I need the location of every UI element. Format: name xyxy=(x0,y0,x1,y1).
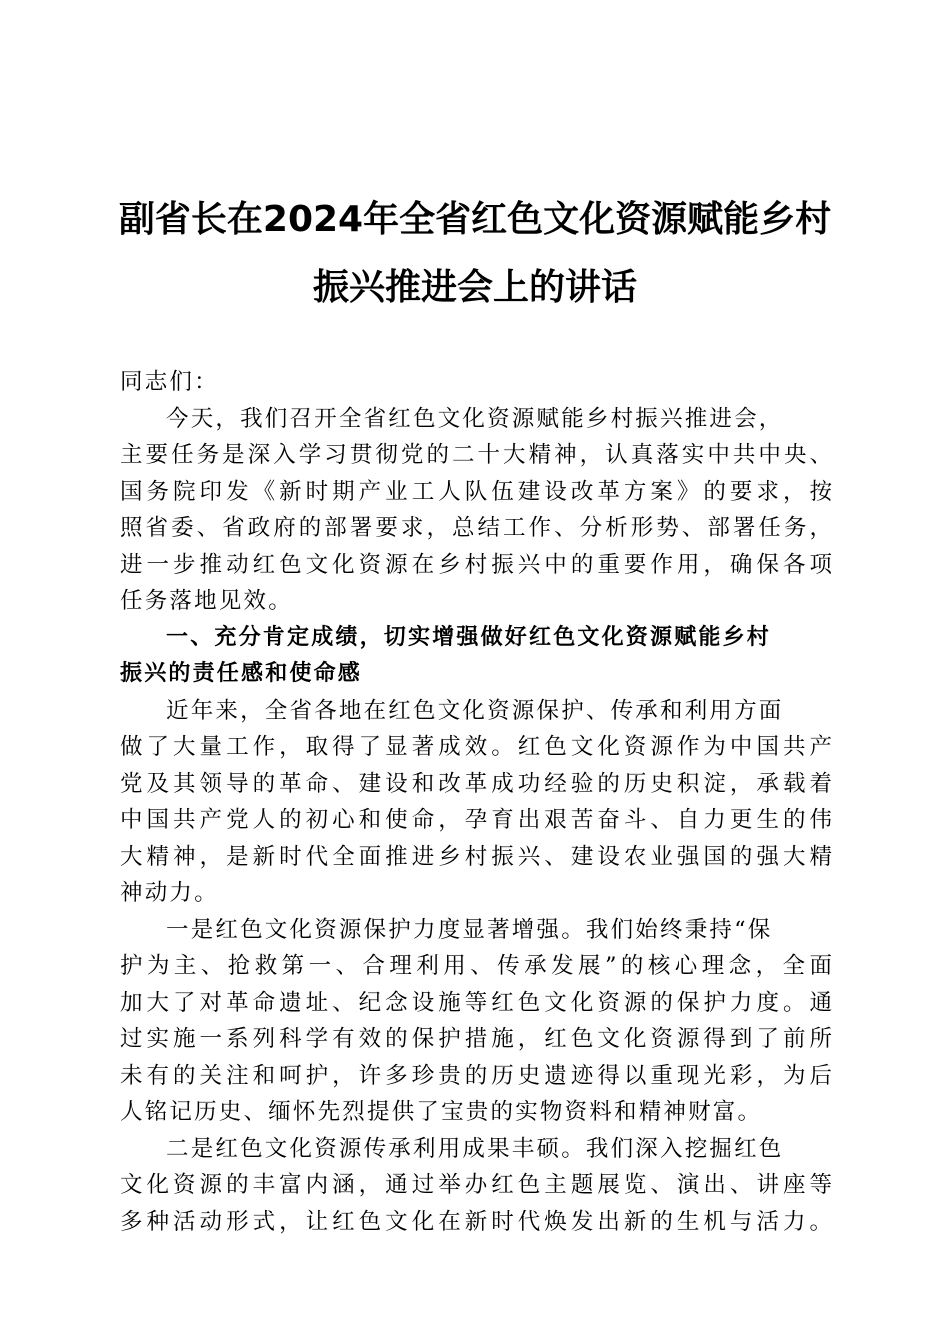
paragraph-2-line: 神动力。 xyxy=(120,880,219,906)
paragraph-3-lead: 一是红色文化资源保护力度显著增强。 xyxy=(166,916,586,943)
document-title-line-1: 副省长在2024年全省红色文化资源赋能乡村 xyxy=(118,199,832,240)
paragraph-3-line: 人铭记历史、缅怀先烈提供了宝贵的实物资料和精神财富。 xyxy=(120,1099,763,1125)
paragraph-3-line: 加大了对革命遗址、纪念设施等红色文化资源的保护力度。通 xyxy=(120,989,832,1016)
paragraph-3-line-rest: 我们始终秉持“保 xyxy=(585,916,773,943)
paragraph-3-line: 未有的关注和呵护，许多珍贵的历史遗迹得以重现光彩，为后 xyxy=(120,1062,832,1089)
paragraph-3-line: 护为主、抢救第一、合理利用、传承发展”的核心理念，全面 xyxy=(120,953,832,979)
paragraph-1-line: 进一步推动红色文化资源在乡村振兴中的重要作用，确保各项 xyxy=(120,551,832,578)
paragraph-2-line: 党及其领导的革命、建设和改革成功经验的历史积淀，承载着 xyxy=(120,770,832,797)
section-heading-line: 一、充分肯定成绩，切实增强做好红色文化资源赋能乡村 xyxy=(166,624,772,650)
document-title-line-2: 振兴推进会上的讲话 xyxy=(312,267,637,308)
salutation: 同志们： xyxy=(120,369,219,395)
paragraph-1-line: 今天，我们召开全省红色文化资源赋能乡村振兴推进会， xyxy=(166,405,784,432)
paragraph-1-line: 主要任务是深入学习贯彻党的二十大精神，认真落实中共中央、 xyxy=(120,442,832,468)
paragraph-3-line: 过实施一系列科学有效的保护措施，红色文化资源得到了前所 xyxy=(120,1026,832,1052)
paragraph-2-line: 近年来，全省各地在红色文化资源保护、传承和利用方面 xyxy=(166,697,784,724)
paragraph-3-line xyxy=(120,912,832,949)
paragraph-2-line: 做了大量工作，取得了显著成效。红色文化资源作为中国共产 xyxy=(120,734,832,760)
paragraph-2-line: 大精神，是新时代全面推进乡村振兴、建设农业强国的强大精 xyxy=(120,843,832,870)
paragraph-4-lead: 二是红色文化资源传承利用成果丰硕。 xyxy=(166,1135,586,1162)
document-body xyxy=(120,364,832,1240)
paragraph-4-line: 文化资源的丰富内涵，通过举办红色主题展览、演出、讲座等 xyxy=(120,1172,832,1198)
paragraph-1-line: 国务院印发《新时期产业工人队伍建设改革方案》的要求，按 xyxy=(120,478,832,505)
paragraph-2-line: 中国共产党人的初心和使命，孕育出艰苦奋斗、自力更生的伟 xyxy=(120,807,832,833)
paragraph-4-line-rest: 我们深入挖掘红色 xyxy=(585,1135,784,1162)
paragraph-1-line: 任务落地见效。 xyxy=(120,588,293,614)
paragraph-1-line: 照省委、省政府的部署要求，总结工作、分析形势、部署任务， xyxy=(120,515,832,541)
paragraph-4-line xyxy=(120,1131,832,1168)
section-heading-line: 振兴的责任感和使命感 xyxy=(120,661,363,686)
paragraph-4-line: 多种活动形式，让红色文化在新时代焕发出新的生机与活力。 xyxy=(120,1208,832,1235)
